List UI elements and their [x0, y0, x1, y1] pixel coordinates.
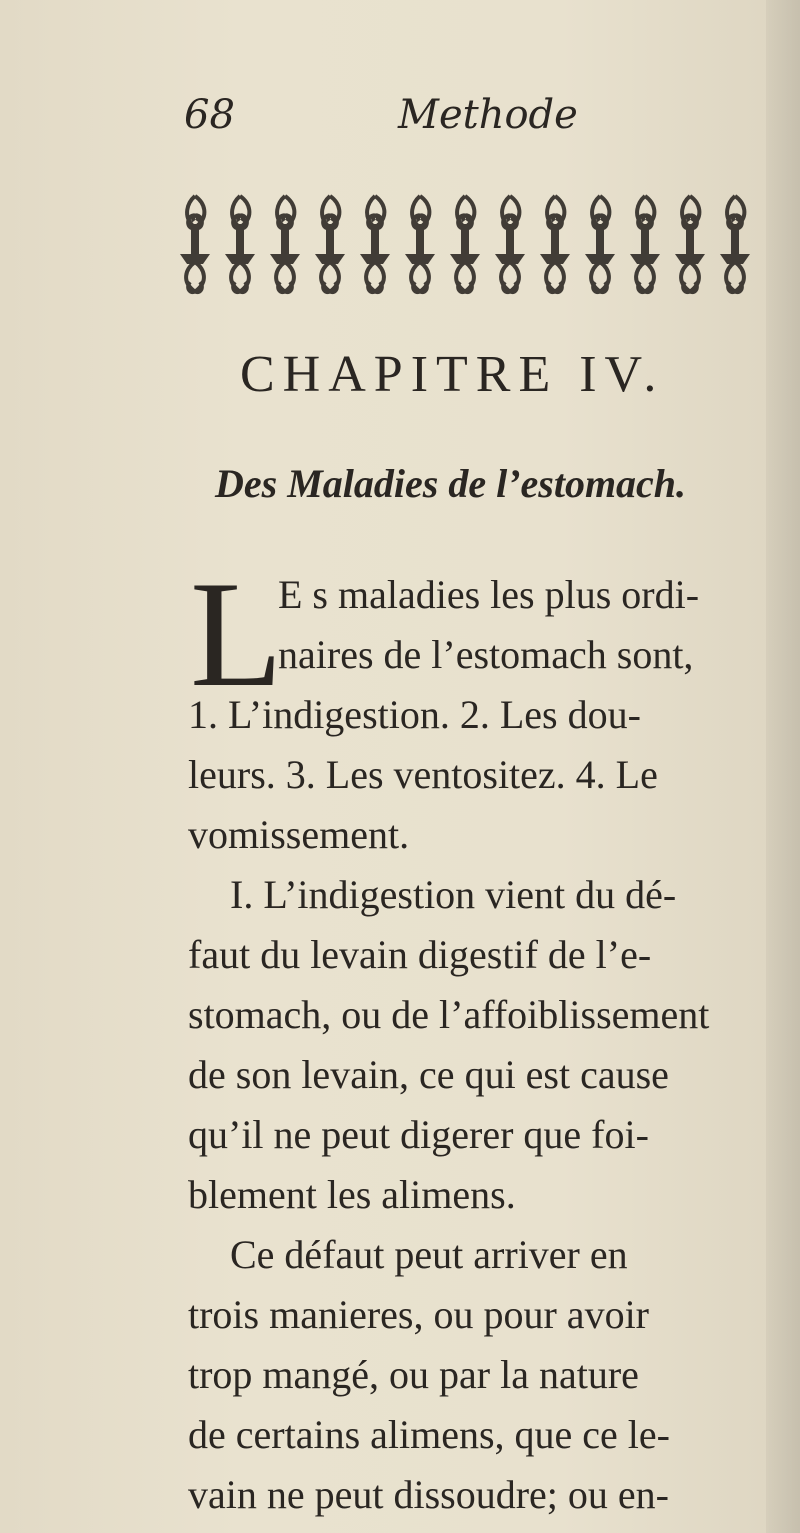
body-text-line: E s maladies les plus ordi- — [278, 572, 700, 617]
drop-capital: L — [190, 550, 283, 718]
body-text-line: vomissement. — [188, 812, 410, 857]
body-text-line: vain ne peut dissoudre; ou en- — [188, 1472, 669, 1517]
body-text-line: leurs. 3. Les ventositez. 4. Le — [188, 752, 658, 797]
body-text-line: 1. L’indigestion. 2. Les dou- — [188, 692, 641, 737]
body-text-line: I. L’indigestion vient du dé- — [230, 872, 677, 917]
body-text-line: de certains alimens, que ce le- — [188, 1412, 670, 1457]
page-edge-shadow — [766, 0, 800, 1533]
body-text-line: faut du levain digestif de l’e- — [188, 932, 652, 977]
fleuron-ornament-band — [175, 188, 765, 306]
page-number: 68 — [184, 92, 235, 138]
body-text-line: trois manieres, ou pour avoir — [188, 1292, 649, 1337]
running-title: Methode — [398, 92, 578, 138]
body-text-line: Ce défaut peut arriver en — [230, 1232, 628, 1277]
body-text-line: blement les alimens. — [188, 1172, 516, 1217]
chapter-title: CHAPITRE IV. — [240, 346, 665, 403]
page-header — [0, 92, 800, 152]
body-text-line: trop mangé, ou par la nature — [188, 1352, 639, 1397]
chapter-subtitle: Des Maladies de l’estomach. — [215, 461, 687, 506]
body-text-line: stomach, ou de l’affoiblissement — [188, 992, 710, 1037]
body-text-line: de son levain, ce qui est cause — [188, 1052, 669, 1097]
body-text-line: qu’il ne peut digerer que foi- — [188, 1112, 649, 1157]
body-text-line: naires de l’estomach sont, — [278, 632, 694, 677]
